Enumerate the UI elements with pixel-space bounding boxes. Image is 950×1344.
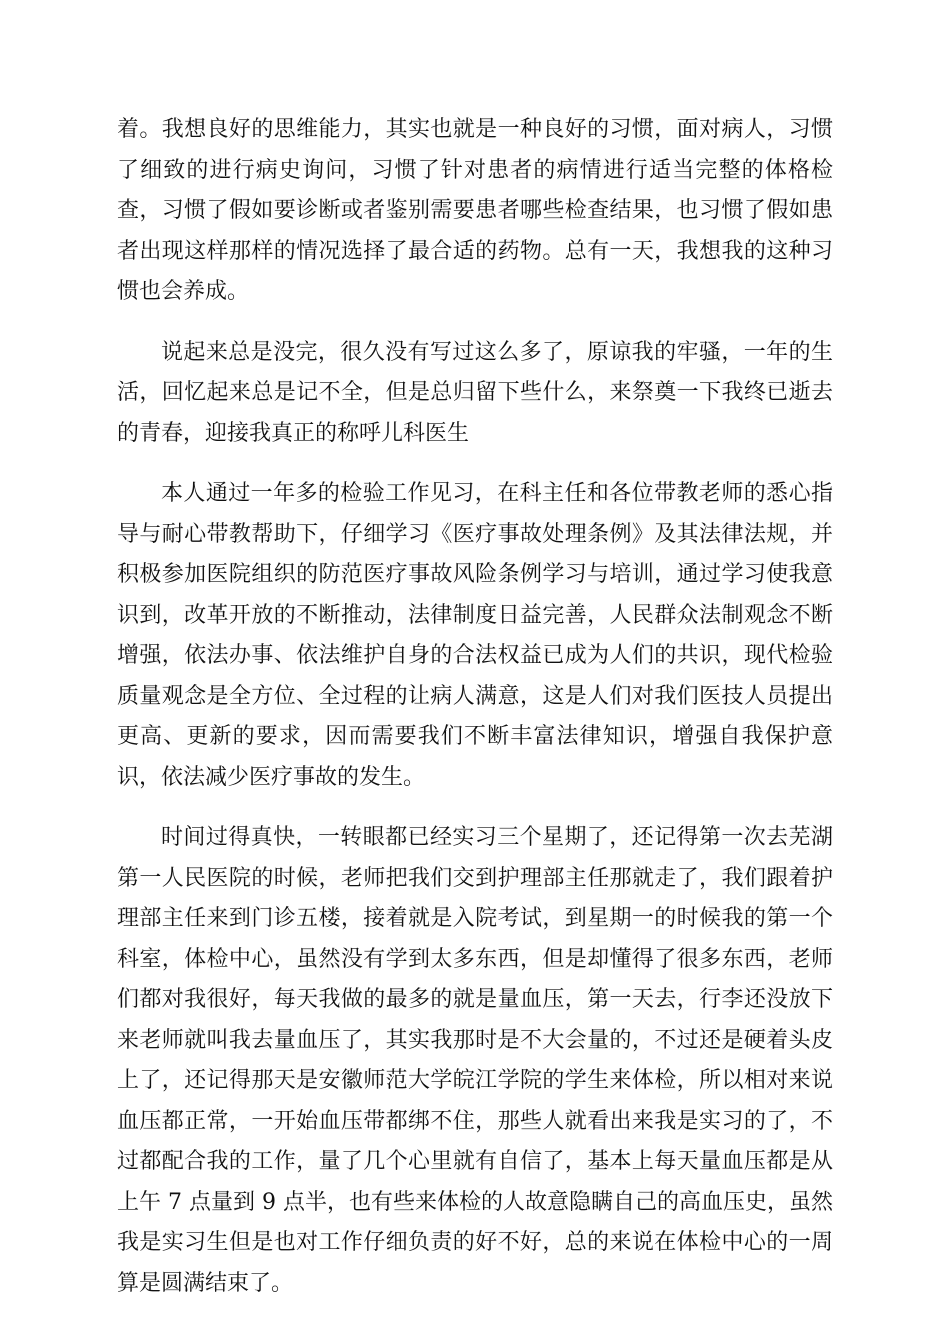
paragraph-3: 本人通过一年多的检验工作见习，在科主任和各位带教老师的悉心指导与耐心带教帮助下，仔细学习《医疗事故处理条例》及其法律法规，并积极参加医院组织的防范医疗事故风险条例学习与培训，通过学习使我意识到，改革开放的不断推动，法律制度日益完善，人民群众法制观念不断增强，依法办事、依法维护自身的合法权益已成为人们的共识，现代检验质量观念是全方位、全过程的让病人满意，这是人们对我们医技人员提出更高、更新的要求，因而需要我们不断丰富法律知识，增强自我保护意识，依法减少医疗事故的发生。 <box>117 481 833 790</box>
paragraph-1: 着。我想良好的思维能力，其实也就是一种良好的习惯，面对病人，习惯了细致的进行病史询问，习惯了针对患者的病情进行适当完整的体格检查，习惯了假如要诊断或者鉴别需要患者哪些检查结果，也习惯了假如患者出现这样那样的情况选择了最合适的药物。总有一天，我想我的这种习惯也会养成。 <box>117 117 833 304</box>
paragraph-2: 说起来总是没完，很久没有写过这么多了，原谅我的牢骚，一年的生活，回忆起来总是记不全，但是总归留下些什么，来祭奠一下我终已逝去的青春，迎接我真正的称呼儿科医生 <box>117 339 833 446</box>
paragraph-4: 时间过得真快，一转眼都已经实习三个星期了，还记得第一次去芜湖第一人民医院的时候，老师把我们交到护理部主任那就走了，我们跟着护理部主任来到门诊五楼，接着就是入院考试，到星期一的时候我的第一个科室，体检中心，虽然没有学到太多东西，但是却懂得了很多东西，老师们都对我很好，每天我做的最多的就是量血压，第一天去，行李还没放下来老师就叫我去量血压了，其实我那时是不大会量的，不过还是硬着头皮上了，还记得那天是安徽师范大学皖江学院的学生来体检，所以相对来说血压都正常，一开始血压带都绑不住，那些人就看出来我是实习的了，不过都配合我的工作，量了几个心里就有自信了，基本上每天量血压都是从上午 7 点量到 9 点半，也有些来体检的人故意隐瞒自己的高血压史，虽然我是实习生但是也对工作仔细负责的好不好，总的来说在体检中心的一周算是圆满结束了。 <box>117 825 833 1296</box>
document-page <box>117 110 833 1324</box>
